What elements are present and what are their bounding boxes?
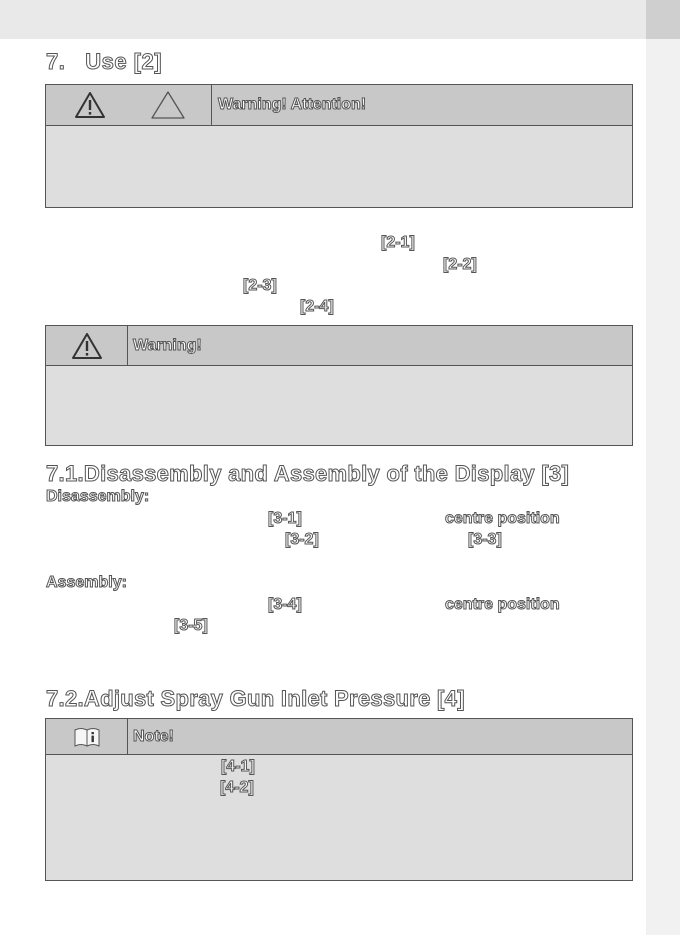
warning-icons-cell (46, 85, 212, 125)
ref-4-1: [4-1] (221, 758, 255, 775)
section-7-2-number: 7.2. (46, 686, 84, 711)
ref-3-5: [3-5] (174, 617, 208, 634)
warning-title: Warning! (133, 337, 202, 354)
attention-triangle-icon (150, 90, 186, 120)
note-box (45, 718, 633, 881)
ref-2-3: [2-3] (243, 277, 277, 294)
disassembly-label: Disassembly: (46, 488, 150, 505)
section-7-heading (46, 49, 162, 75)
ref-2-4: [2-4] (300, 298, 334, 315)
section-7-1-heading (46, 461, 569, 487)
page-side-strip (646, 39, 680, 935)
warning-attention-title: Warning! Attention! (218, 96, 367, 113)
warning-attention-box (45, 84, 633, 208)
note-title: Note! (133, 728, 174, 745)
section-7-1-number: 7.1. (46, 461, 84, 486)
ref-4-2: [4-2] (220, 779, 254, 796)
ref-2-2: [2-2] (443, 256, 477, 273)
ref-3-3: [3-3] (468, 531, 502, 548)
warning-attention-header (46, 85, 632, 126)
note-header (46, 719, 632, 755)
section-7-1-title: Disassembly and Assembly of the Display [3] (83, 461, 570, 486)
warning-box (45, 325, 633, 446)
page-tab (646, 0, 680, 39)
ref-2-1: [2-1] (381, 234, 415, 251)
assembly-label: Assembly: (46, 574, 127, 591)
section-7-2-title: Adjust Spray Gun Inlet Pressure [4] (83, 686, 465, 711)
section-7-number: 7. (46, 49, 66, 74)
warning-triangle-icon (74, 91, 106, 119)
assembly-centre-position: centre position (445, 596, 560, 613)
disassembly-centre-position: centre position (445, 510, 560, 527)
warning-triangle-icon (71, 332, 103, 360)
ref-3-1: [3-1] (268, 510, 302, 527)
warning-header (46, 326, 632, 366)
ref-3-4: [3-4] (268, 596, 302, 613)
page-header-bar (0, 0, 646, 39)
info-book-icon (72, 726, 102, 748)
section-7-2-heading (46, 686, 465, 712)
warning-icon-cell (46, 326, 128, 365)
section-7-title: Use [2] (85, 49, 163, 74)
note-icon-cell (46, 719, 128, 754)
ref-3-2: [3-2] (285, 531, 319, 548)
